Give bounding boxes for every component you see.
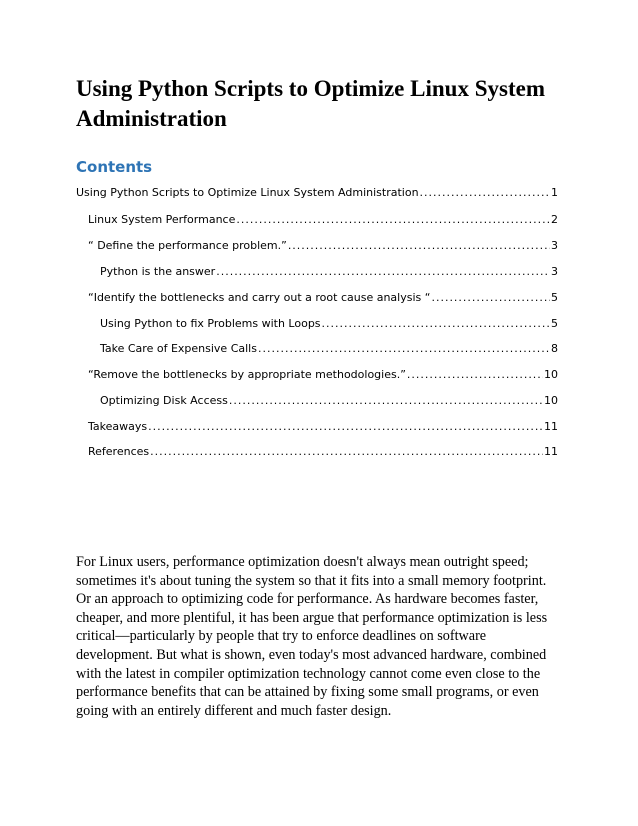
toc-dot-leader: [216, 263, 550, 281]
toc-page-number: 11: [544, 445, 558, 458]
toc-entry-title: “Remove the bottlenecks by appropriate methodologies.”: [88, 368, 406, 381]
toc-dot-leader: [322, 315, 550, 333]
toc-entry[interactable]: [88, 237, 558, 255]
toc-entry-title: Using Python to fix Problems with Loops: [100, 317, 321, 330]
toc-entry-title: Python is the answer: [100, 265, 216, 278]
toc-dot-leader: [236, 211, 550, 229]
intro-paragraph: For Linux users, performance optimization doesn't always mean outright speed; sometimes it's about tuning the system so that it fits into a small memory footprint. Or an approach to optimizing code for performance. As hardware becomes faster, cheaper, and more plentiful, it has been argue that performance optimization is less critical—particularly by people that try to enforce deadlines on software development. But what is shown, even today's most advanced hardware, combined with the latest in compiler optimization technology cannot come even close to the performance benefits that can be attained by fixing some small programs, or even going with an entirely different and much faster design.: [76, 554, 548, 719]
toc-page-number: 3: [551, 239, 558, 252]
toc-page-number: 11: [544, 420, 558, 433]
toc-dot-leader: [258, 340, 550, 358]
toc-dot-leader: [148, 418, 543, 436]
toc-page-number: 5: [551, 291, 558, 304]
contents-heading: Contents: [76, 158, 153, 176]
toc-dot-leader: [229, 392, 543, 410]
toc-entry[interactable]: [100, 315, 558, 333]
toc-entry[interactable]: [100, 263, 558, 281]
toc-entry-title: Takeaways: [88, 420, 148, 433]
toc-page-number: 5: [551, 317, 558, 330]
toc-dot-leader: [150, 443, 543, 461]
toc-entry-title: Take Care of Expensive Calls: [100, 342, 257, 355]
toc-dot-leader: [407, 366, 543, 384]
toc-entry-title: References: [88, 445, 150, 458]
toc-entry-title: Linux System Performance: [88, 213, 236, 226]
toc-page-number: 10: [544, 368, 558, 381]
toc-page-number: 3: [551, 265, 558, 278]
toc-page-number: 1: [551, 186, 558, 199]
toc-entry-title: “Identify the bottlenecks and carry out a root cause analysis “: [88, 291, 431, 304]
toc-dot-leader: [431, 289, 550, 307]
toc-entry-title: “ Define the performance problem.”: [88, 239, 287, 252]
toc-dot-leader: [420, 184, 550, 202]
toc-entry[interactable]: [100, 392, 558, 410]
toc-entry[interactable]: [76, 184, 558, 202]
toc-page-number: 10: [544, 394, 558, 407]
toc-entry[interactable]: [88, 211, 558, 229]
toc-dot-leader: [288, 237, 550, 255]
toc-page-number: 8: [551, 342, 558, 355]
toc-entry[interactable]: [88, 366, 558, 384]
toc-entry[interactable]: [100, 340, 558, 358]
toc-page-number: 2: [551, 213, 558, 226]
toc-entry[interactable]: [88, 443, 558, 461]
toc-entry[interactable]: [88, 289, 558, 307]
document-title: Using Python Scripts to Optimize Linux System Administration: [76, 76, 545, 131]
toc-entry-title: Optimizing Disk Access: [100, 394, 228, 407]
toc-entry[interactable]: [88, 418, 558, 436]
toc-entry-title: Using Python Scripts to Optimize Linux System Administration: [76, 186, 419, 199]
